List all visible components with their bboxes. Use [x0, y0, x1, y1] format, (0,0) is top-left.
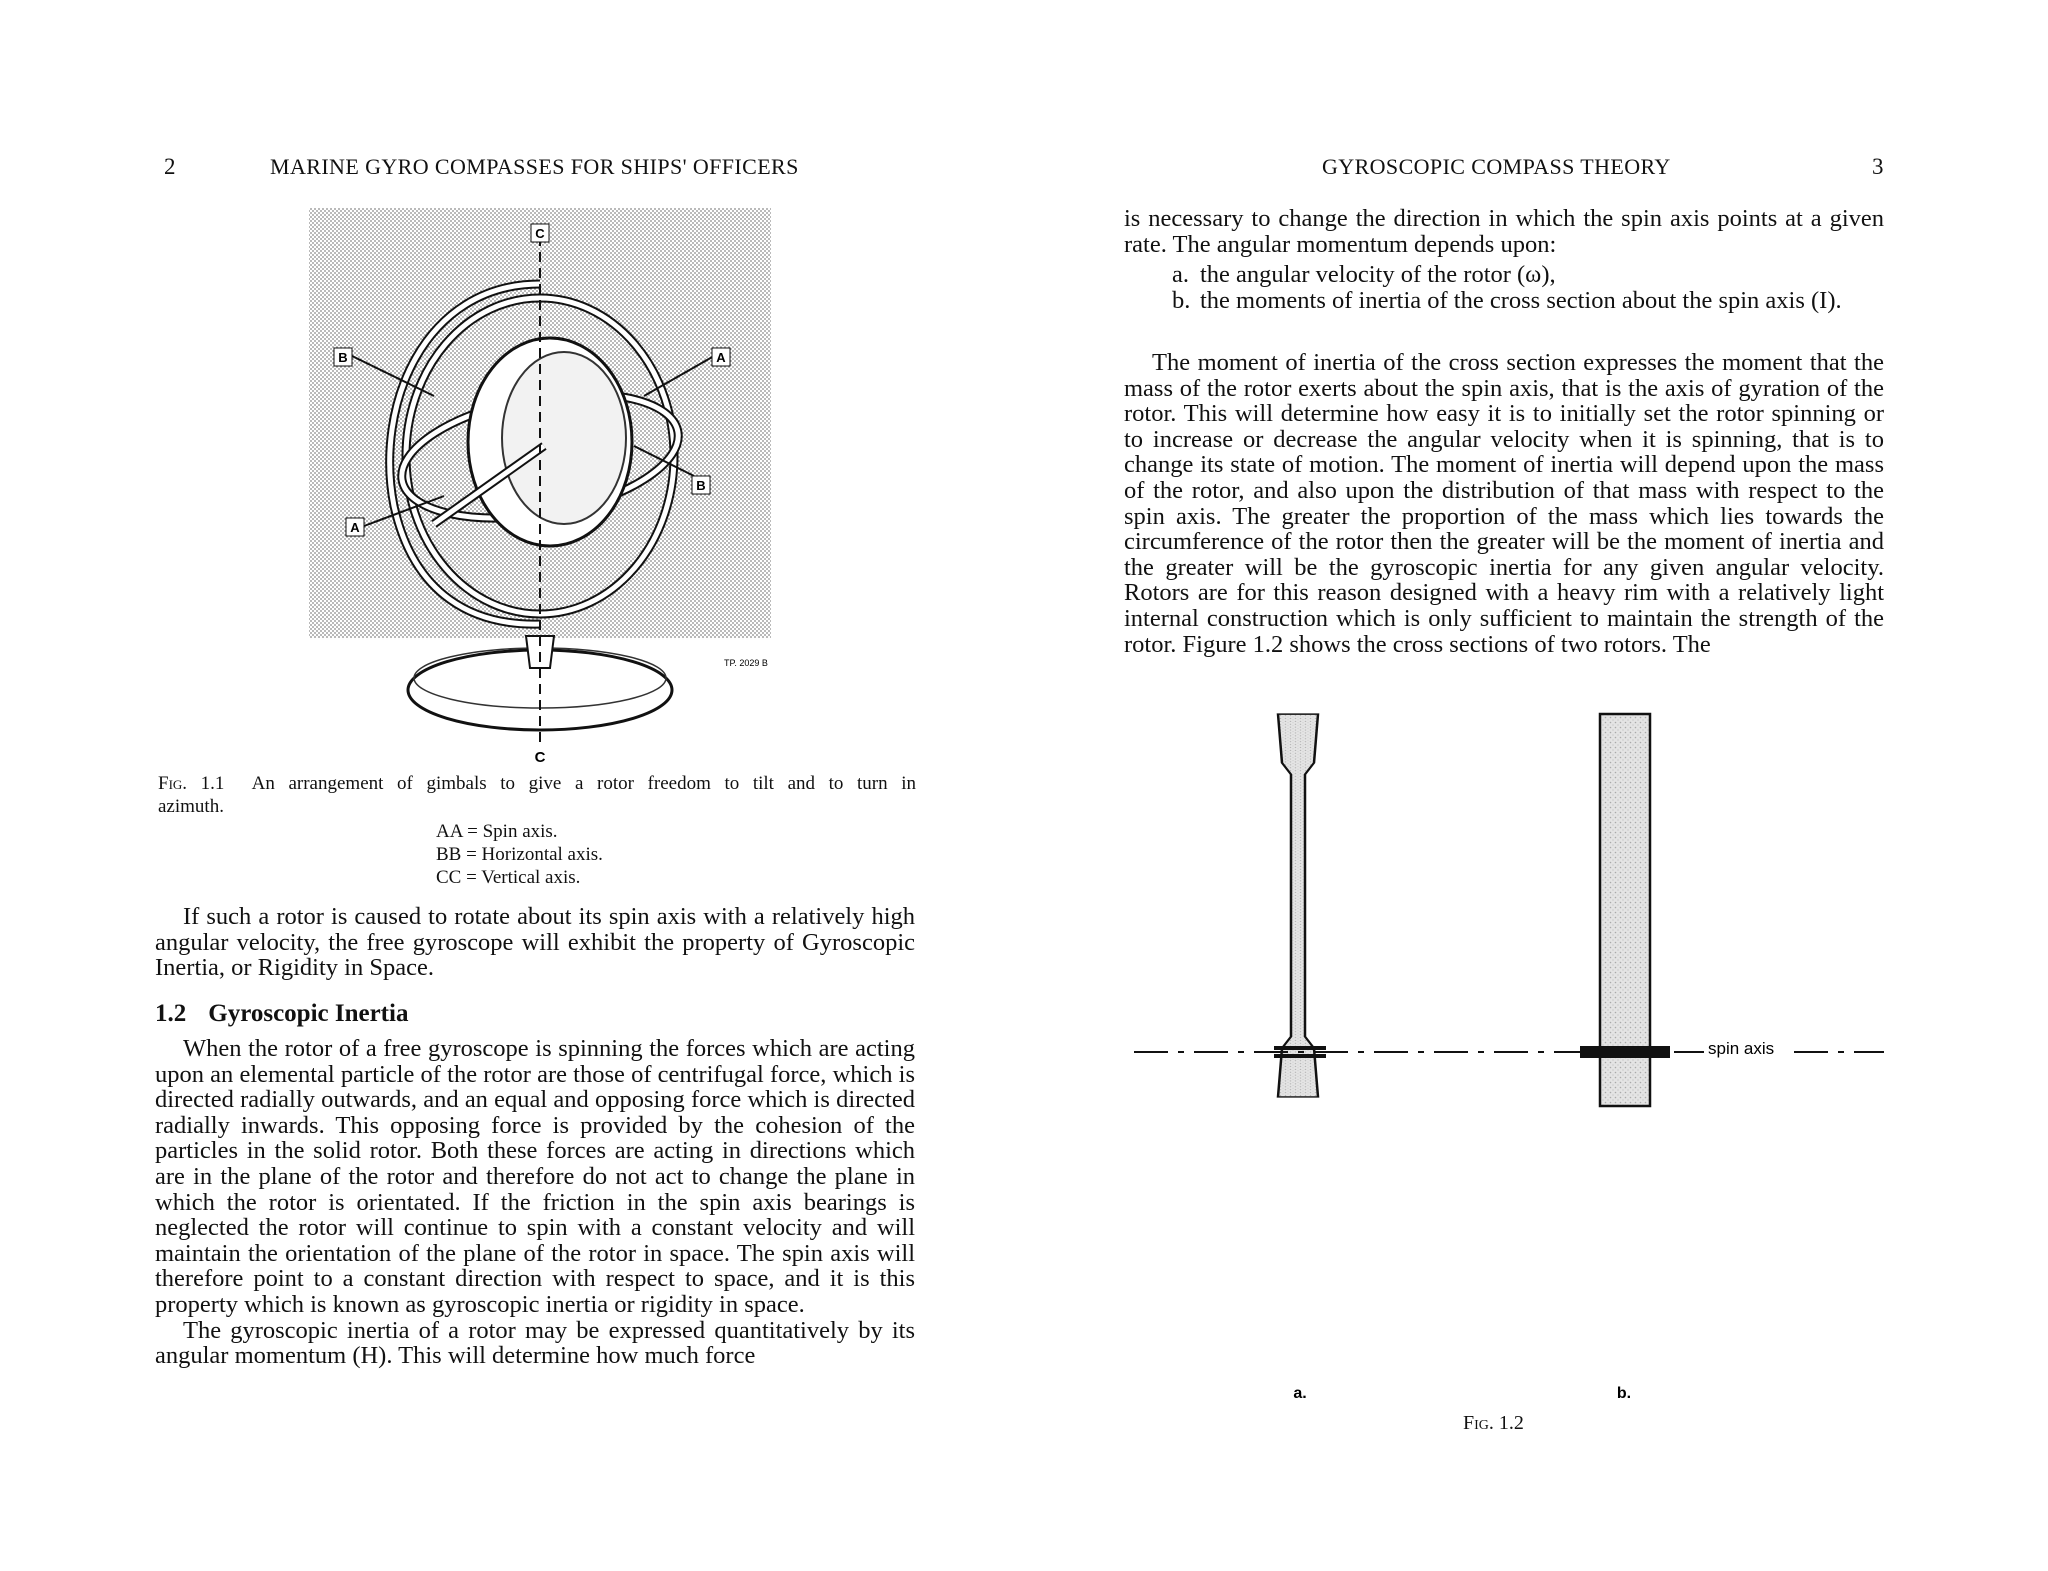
body-paragraph: When the rotor of a free gyroscope is spinning the forces which are acting upon an elemental particle of the rotor are those of centrifugal force, which is directed radially outwards, and an equal and opposing force which is directed radially inwards. This opposing force is provided by the cohesion of the particles in the solid rotor. Both these forces are acting in directions which are in the plane of the rotor and therefore do not act to change the plane in which the rotor is orientated. If the friction in the spin axis bearings is neglected the rotor will continue to spin with a constant velocity and will maintain the orientation of the plane of the rotor in space. The spin axis will therefore point to a constant direction with respect to space, and it is this property which is known as gyroscopic inertia or rigidity in space.: [155, 1035, 915, 1318]
body-text: [155, 1036, 915, 1369]
spin-axis-label: spin axis: [1708, 1039, 1775, 1058]
rotor-cross-sections-figure: [1124, 706, 1904, 1114]
caption-continuation: azimuth.: [158, 796, 224, 817]
running-head: MARINE GYRO COMPASSES FOR SHIPS' OFFICERS: [270, 154, 799, 179]
figure-caption: [158, 772, 916, 889]
intro-paragraph: If such a rotor is caused to rotate about its spin axis with a relatively high angular velocity, the free gyroscope will exhibit the property of Gyroscopic Inertia, or Rigidity in Space.: [155, 903, 915, 982]
list-item: a. the angular velocity of the rotor (ω),: [1172, 261, 1556, 288]
plate-reference: TP. 2029 B: [724, 658, 768, 668]
momentum-factors-list: [1172, 262, 1882, 314]
label-a: a.: [1293, 1385, 1307, 1402]
list-item: b. the moments of inertia of the cross section about the spin axis (I).: [1172, 287, 1842, 314]
label-a-left: A: [350, 520, 360, 535]
figure-2-caption: Fig. 1.2: [1463, 1412, 1524, 1434]
definition-spin-axis: AA = Spin axis.: [436, 821, 558, 842]
running-head-right: GYROSCOPIC COMPASS THEORY: [1322, 154, 1671, 179]
caption-text: An arrangement of gimbals to give a rotor freedom to tilt and to turn in: [251, 773, 917, 794]
definition-horizontal-axis: BB = Horizontal axis.: [436, 844, 603, 865]
section-heading: [155, 1000, 430, 1028]
rotor-a-section: [1278, 714, 1318, 1097]
label-c-bottom: C: [534, 749, 546, 766]
label-b-left: B: [338, 350, 348, 365]
page-number: 2: [164, 154, 176, 179]
definition-vertical-axis: CC = Vertical axis.: [436, 867, 581, 888]
section-number: 1.2: [155, 1000, 187, 1027]
continued-paragraph: is necessary to change the direction in which the spin axis points at a given rate. The angular momentum depends upon:: [1124, 205, 1884, 258]
caption-label: Fig. 1.1: [158, 773, 225, 794]
label-c-top: C: [535, 226, 545, 241]
label-b-right: B: [696, 478, 706, 493]
body-paragraph: The gyroscopic inertia of a rotor may be expressed quantitatively by its angular momentum (H). This will determine how much force: [155, 1316, 915, 1370]
gimbal-figure: [304, 206, 776, 766]
section-title: Gyroscopic Inertia: [208, 1000, 409, 1027]
label-a-right: A: [716, 350, 726, 365]
rotor-b-axle: [1580, 1046, 1670, 1058]
page-number-right: 3: [1872, 154, 1884, 179]
label-b: b.: [1616, 1385, 1632, 1402]
body-paragraph-right: The moment of inertia of the cross section expresses the moment that the mass of the rotor exerts about the spin axis, that is the axis of gyration of the rotor. This will determine how easy it is to initially set the rotor spinning or to increase or decrease the angular velocity when it is spinning, that is to change its state of motion. The moment of inertia will depend upon the mass of the rotor, and also upon the distribution of that mass with respect to the spin axis. The greater the proportion of the mass which lies towards the circumference of the rotor then the greater will be the moment of inertia and the greater will be the gyroscopic inertia for any given angular velocity. Rotors are for this reason designed with a heavy rim with a relatively light internal construction which is only sufficient to maintain the strength of the rotor. Figure 1.2 shows the cross sections of two rotors. The: [1124, 349, 1884, 658]
